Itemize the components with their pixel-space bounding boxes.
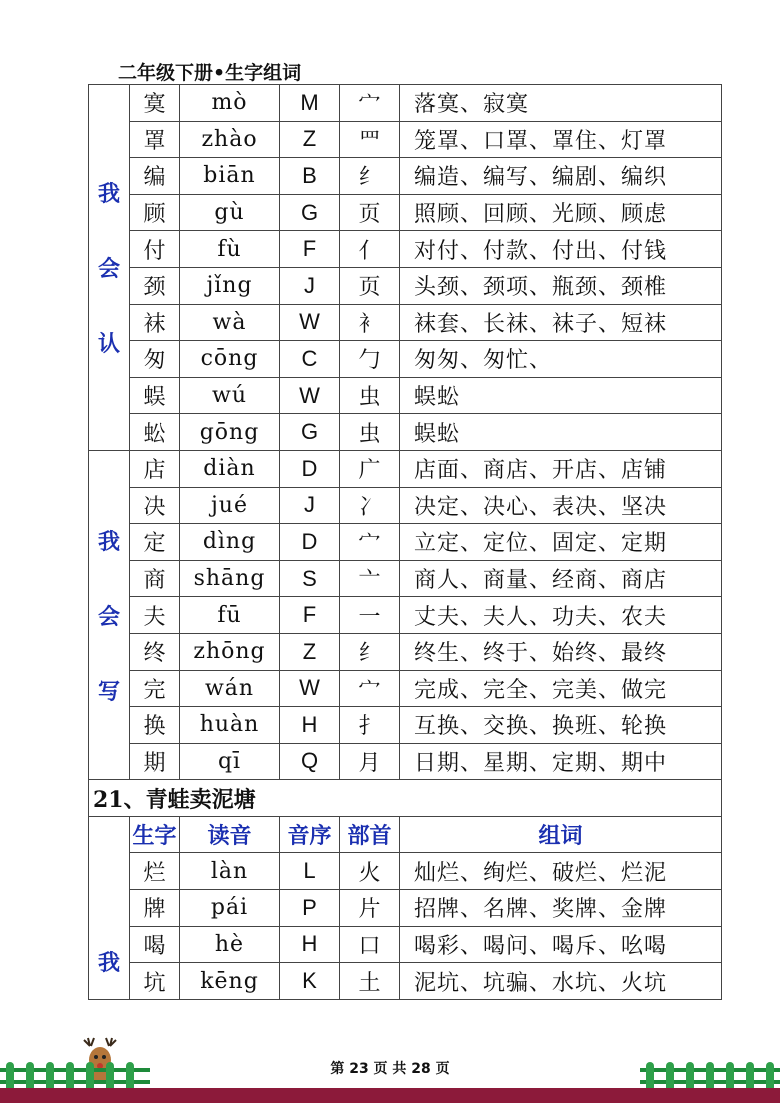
pinyin-cell: wà: [180, 304, 280, 341]
vocabulary-table: [88, 84, 722, 1000]
initial-letter-cell: P: [280, 890, 340, 927]
initial-letter-cell: Q: [280, 743, 340, 780]
initial-letter-cell: K: [280, 963, 340, 1000]
side-label: [89, 85, 130, 451]
radical-cell: 扌: [340, 707, 400, 744]
pinyin-cell: zhào: [180, 121, 280, 158]
character-cell: 颈: [130, 267, 180, 304]
pinyin-cell: jué: [180, 487, 280, 524]
radical-cell: 纟: [340, 633, 400, 670]
radical-cell: 罒: [340, 121, 400, 158]
radical-cell: 亠: [340, 560, 400, 597]
character-cell: 罩: [130, 121, 180, 158]
character-cell: 蚣: [130, 414, 180, 451]
table-row: [89, 121, 722, 158]
pinyin-cell: mò: [180, 85, 280, 122]
initial-letter-cell: D: [280, 524, 340, 561]
side-label-char: 我: [97, 949, 120, 976]
pinyin-cell: làn: [180, 853, 280, 890]
character-cell: 匆: [130, 341, 180, 378]
words-cell: 招牌、名牌、奖牌、金牌: [400, 890, 722, 927]
pinyin-cell: shāng: [180, 560, 280, 597]
words-cell: 日期、星期、定期、期中: [400, 743, 722, 780]
table-row: [89, 341, 722, 378]
character-cell: 付: [130, 231, 180, 268]
table-row: [89, 267, 722, 304]
pinyin-cell: gù: [180, 194, 280, 231]
right-fence-decoration: [640, 1060, 780, 1090]
radical-cell: 火: [340, 853, 400, 890]
pinyin-cell: pái: [180, 890, 280, 927]
character-cell: 寞: [130, 85, 180, 122]
words-cell: 匆匆、匆忙、: [400, 341, 722, 378]
side-label-char: 认: [97, 330, 120, 357]
character-cell: 袜: [130, 304, 180, 341]
section-title-row: [89, 780, 722, 817]
pinyin-cell: fū: [180, 597, 280, 634]
character-cell: 商: [130, 560, 180, 597]
words-cell: 决定、决心、表决、坚决: [400, 487, 722, 524]
side-label-char: 我: [97, 180, 120, 207]
initial-letter-cell: Z: [280, 121, 340, 158]
words-cell: 灿烂、绚烂、破烂、烂泥: [400, 853, 722, 890]
table-row: [89, 524, 722, 561]
character-cell: 期: [130, 743, 180, 780]
radical-cell: 一: [340, 597, 400, 634]
character-cell: 定: [130, 524, 180, 561]
side-label: [89, 450, 130, 779]
table-row: [89, 926, 722, 963]
words-cell: 泥坑、坑骗、水坑、火坑: [400, 963, 722, 1000]
table-row: [89, 158, 722, 195]
side-label-char: 会: [97, 255, 120, 282]
words-cell: 蜈蚣: [400, 377, 722, 414]
radical-cell: 衤: [340, 304, 400, 341]
words-cell: 店面、商店、开店、店铺: [400, 450, 722, 487]
pinyin-cell: zhōng: [180, 633, 280, 670]
table-row: [89, 450, 722, 487]
table-row: [89, 597, 722, 634]
words-cell: 蜈蚣: [400, 414, 722, 451]
table-row: [89, 890, 722, 927]
pinyin-cell: jǐng: [180, 267, 280, 304]
table-row: [89, 85, 722, 122]
initial-letter-cell: G: [280, 194, 340, 231]
table-row: [89, 963, 722, 1000]
column-header: 音序: [280, 816, 340, 853]
character-cell: 顾: [130, 194, 180, 231]
words-cell: 照顾、回顾、光顾、顾虑: [400, 194, 722, 231]
initial-letter-cell: W: [280, 304, 340, 341]
table-row: [89, 414, 722, 451]
pinyin-cell: dìng: [180, 524, 280, 561]
radical-cell: 月: [340, 743, 400, 780]
column-header-row: [89, 816, 722, 853]
table-row: [89, 670, 722, 707]
table-row: [89, 853, 722, 890]
character-cell: 牌: [130, 890, 180, 927]
left-fence-decoration: [0, 1060, 150, 1090]
page-header: 二年级下册•生字组词: [118, 62, 302, 84]
table-row: [89, 743, 722, 780]
initial-letter-cell: D: [280, 450, 340, 487]
radical-cell: 片: [340, 890, 400, 927]
pinyin-cell: wán: [180, 670, 280, 707]
pinyin-cell: gōng: [180, 414, 280, 451]
side-label: [89, 816, 130, 999]
table-row: [89, 707, 722, 744]
words-cell: 终生、终于、始终、最终: [400, 633, 722, 670]
words-cell: 商人、商量、经商、商店: [400, 560, 722, 597]
initial-letter-cell: H: [280, 707, 340, 744]
bottom-bar: [0, 1088, 780, 1103]
initial-letter-cell: C: [280, 341, 340, 378]
pinyin-cell: qī: [180, 743, 280, 780]
pinyin-cell: hè: [180, 926, 280, 963]
pinyin-cell: kēng: [180, 963, 280, 1000]
radical-cell: 宀: [340, 524, 400, 561]
words-cell: 头颈、颈项、瓶颈、颈椎: [400, 267, 722, 304]
table-body: [89, 85, 722, 1000]
side-label-char: 会: [97, 603, 120, 630]
radical-cell: 页: [340, 267, 400, 304]
radical-cell: 亻: [340, 231, 400, 268]
radical-cell: 勹: [340, 341, 400, 378]
character-cell: 完: [130, 670, 180, 707]
words-cell: 对付、付款、付出、付钱: [400, 231, 722, 268]
initial-letter-cell: J: [280, 487, 340, 524]
radical-cell: 广: [340, 450, 400, 487]
character-cell: 喝: [130, 926, 180, 963]
character-cell: 烂: [130, 853, 180, 890]
words-cell: 喝彩、喝问、喝斥、吆喝: [400, 926, 722, 963]
radical-cell: 口: [340, 926, 400, 963]
words-cell: 互换、交换、换班、轮换: [400, 707, 722, 744]
pinyin-cell: biān: [180, 158, 280, 195]
pinyin-cell: wú: [180, 377, 280, 414]
initial-letter-cell: Z: [280, 633, 340, 670]
initial-letter-cell: W: [280, 377, 340, 414]
initial-letter-cell: W: [280, 670, 340, 707]
character-cell: 蜈: [130, 377, 180, 414]
pinyin-cell: fù: [180, 231, 280, 268]
side-label-char: 我: [97, 528, 120, 555]
pinyin-cell: diàn: [180, 450, 280, 487]
radical-cell: 纟: [340, 158, 400, 195]
character-cell: 坑: [130, 963, 180, 1000]
radical-cell: 土: [340, 963, 400, 1000]
initial-letter-cell: S: [280, 560, 340, 597]
column-header: 组词: [400, 816, 722, 853]
table-row: [89, 487, 722, 524]
radical-cell: 宀: [340, 85, 400, 122]
initial-letter-cell: F: [280, 231, 340, 268]
column-header: 生字: [130, 816, 180, 853]
column-header: 部首: [340, 816, 400, 853]
lesson-title: 21、青蛙卖泥塘: [89, 780, 722, 817]
table-row: [89, 304, 722, 341]
character-cell: 编: [130, 158, 180, 195]
words-cell: 袜套、长袜、袜子、短袜: [400, 304, 722, 341]
radical-cell: 冫: [340, 487, 400, 524]
side-label-char: 写: [97, 678, 120, 705]
initial-letter-cell: J: [280, 267, 340, 304]
radical-cell: 页: [340, 194, 400, 231]
table-row: [89, 560, 722, 597]
radical-cell: 虫: [340, 377, 400, 414]
words-cell: 落寞、寂寞: [400, 85, 722, 122]
character-cell: 换: [130, 707, 180, 744]
initial-letter-cell: H: [280, 926, 340, 963]
words-cell: 笼罩、口罩、罩住、灯罩: [400, 121, 722, 158]
column-header: 读音: [180, 816, 280, 853]
initial-letter-cell: G: [280, 414, 340, 451]
initial-letter-cell: M: [280, 85, 340, 122]
pinyin-cell: cōng: [180, 341, 280, 378]
words-cell: 丈夫、夫人、功夫、农夫: [400, 597, 722, 634]
words-cell: 编造、编写、编剧、编织: [400, 158, 722, 195]
radical-cell: 宀: [340, 670, 400, 707]
table-row: [89, 377, 722, 414]
pinyin-cell: huàn: [180, 707, 280, 744]
initial-letter-cell: B: [280, 158, 340, 195]
character-cell: 终: [130, 633, 180, 670]
words-cell: 完成、完全、完美、做完: [400, 670, 722, 707]
initial-letter-cell: F: [280, 597, 340, 634]
page-footer: 第 23 页 共 28 页: [330, 1061, 450, 1077]
character-cell: 决: [130, 487, 180, 524]
initial-letter-cell: L: [280, 853, 340, 890]
table-row: [89, 194, 722, 231]
words-cell: 立定、定位、固定、定期: [400, 524, 722, 561]
table-row: [89, 633, 722, 670]
radical-cell: 虫: [340, 414, 400, 451]
character-cell: 店: [130, 450, 180, 487]
character-cell: 夫: [130, 597, 180, 634]
table-row: [89, 231, 722, 268]
